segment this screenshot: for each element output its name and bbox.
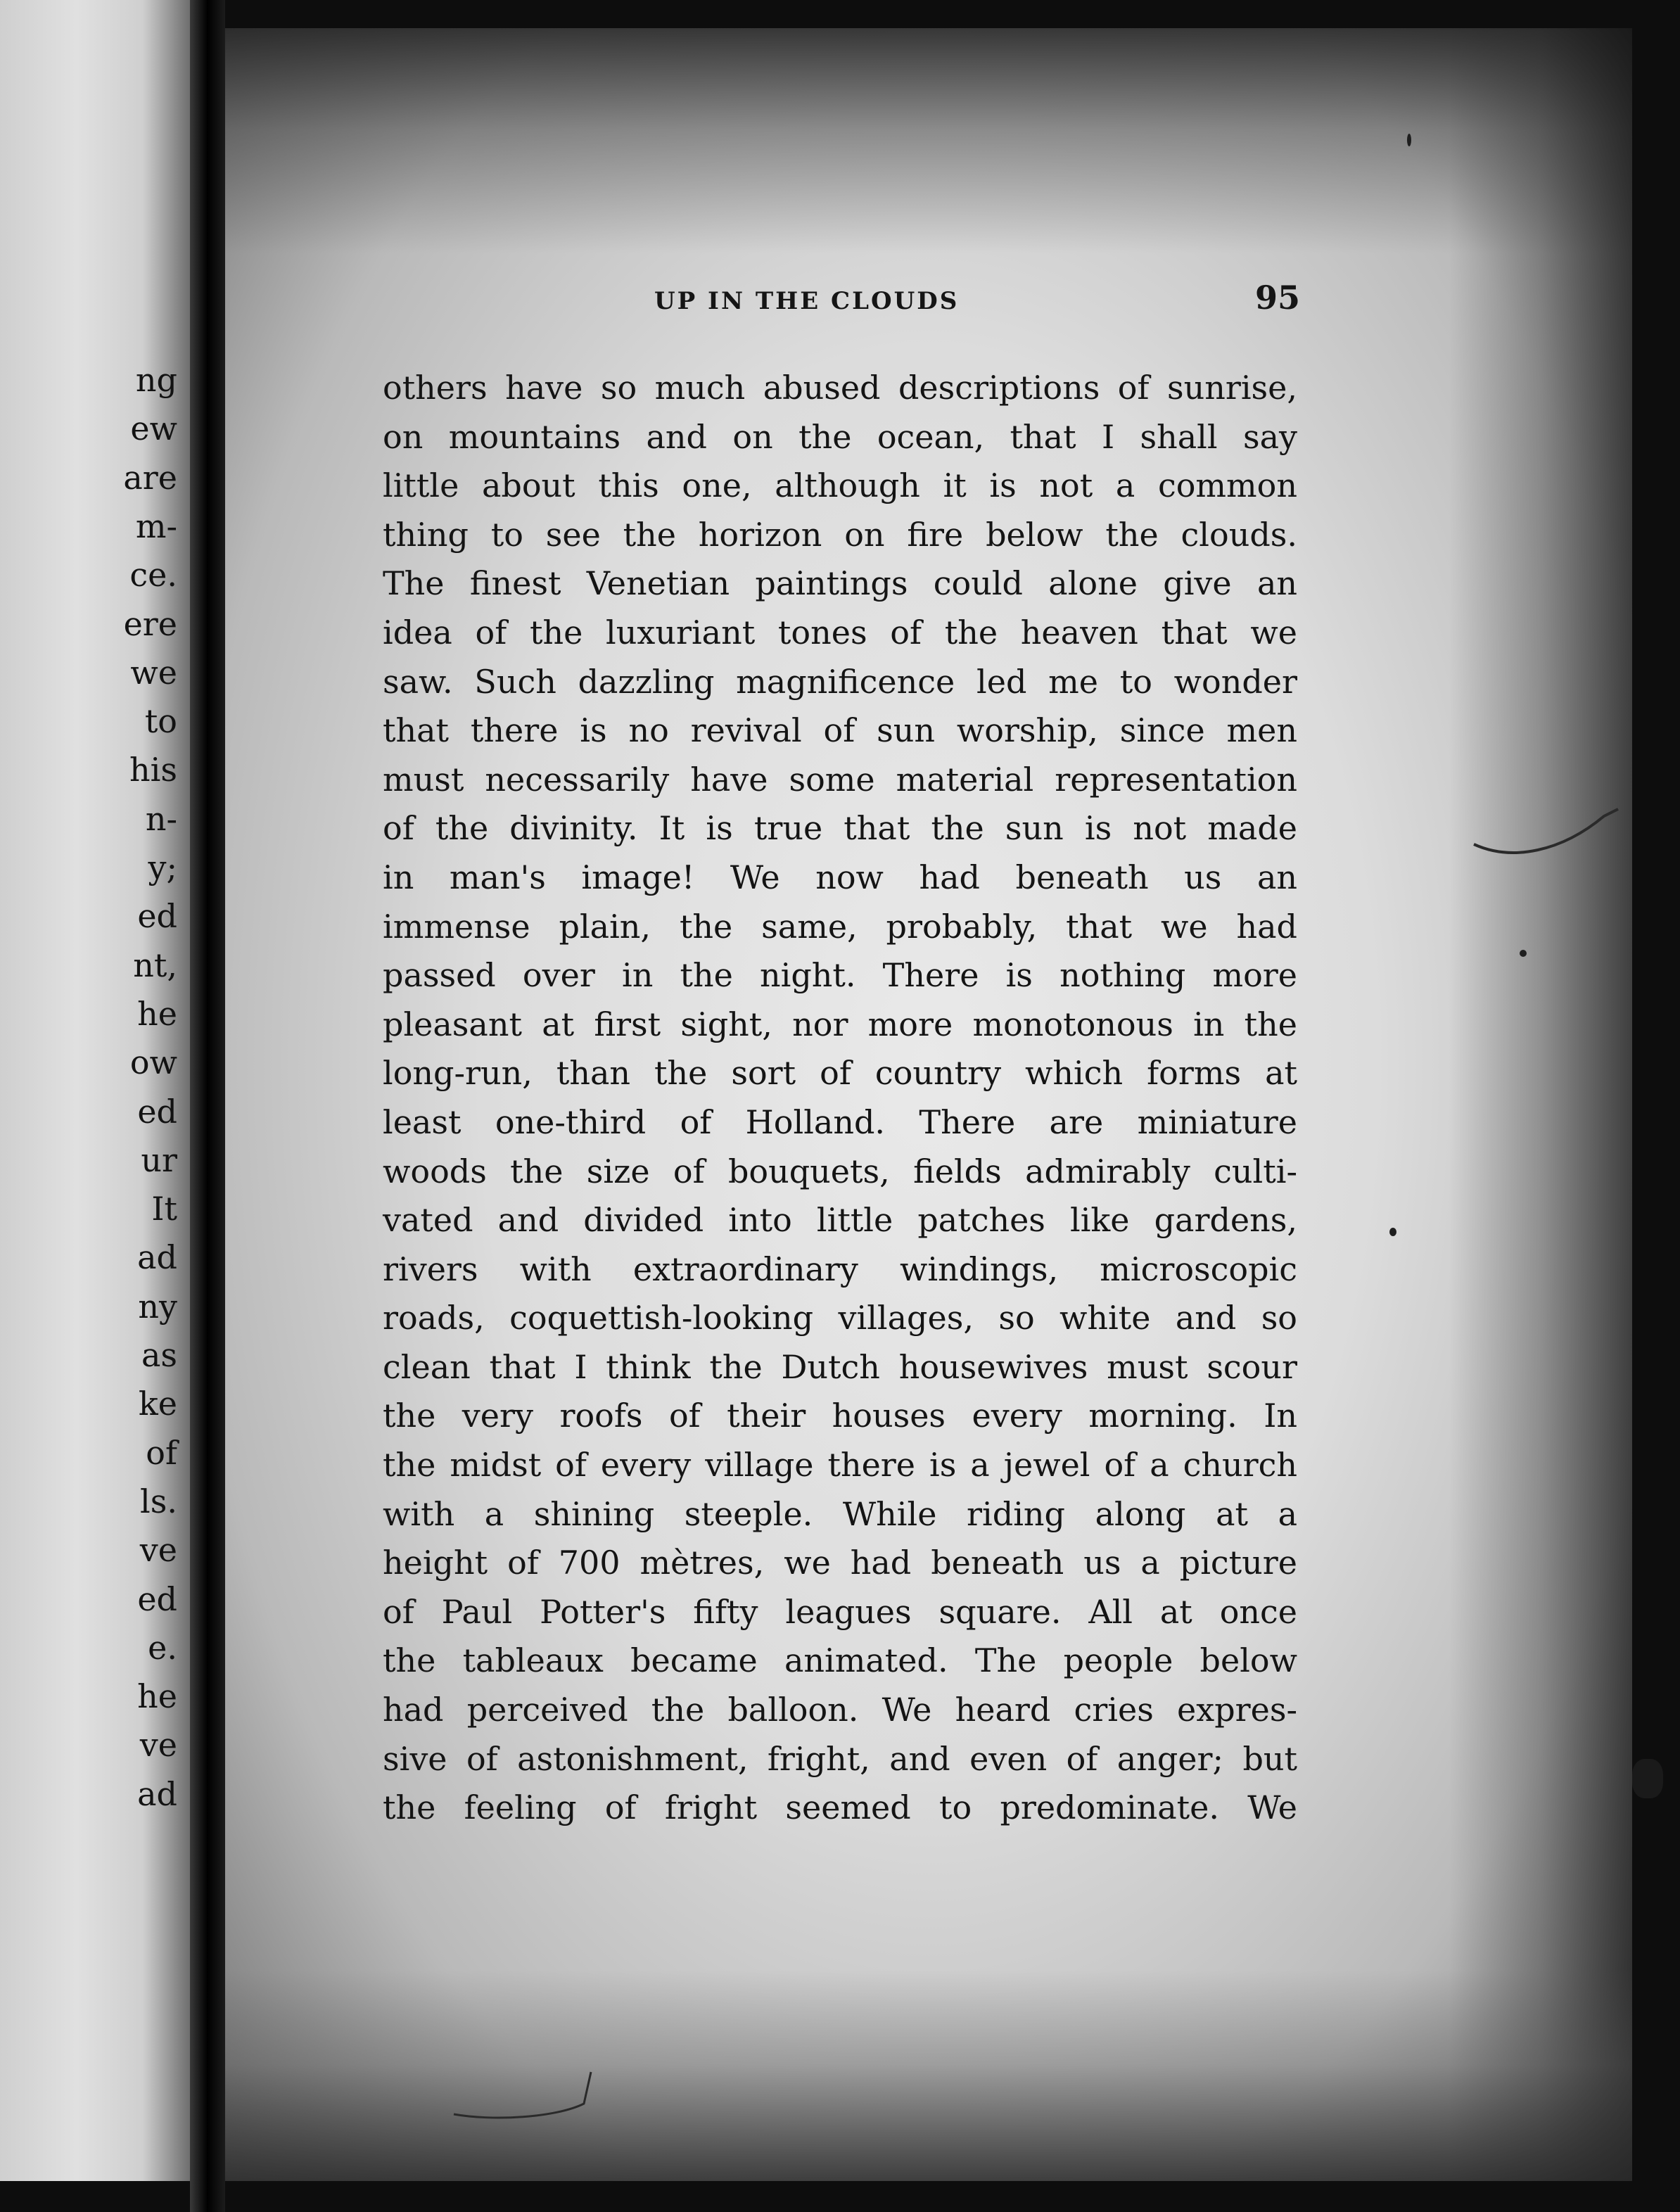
- facing-page-line-end: ere: [123, 604, 177, 643]
- page-shadow-right: [1449, 28, 1632, 2181]
- facing-page-line-end: as: [141, 1336, 177, 1374]
- text-line: The finest Venetian paintings could alone give an: [383, 564, 1297, 603]
- facing-page-line-end: ad: [137, 1774, 177, 1813]
- scan-speck: [1520, 950, 1527, 957]
- pencil-stroke-icon: [450, 2068, 605, 2132]
- text-line: had perceived the balloon. We heard cries expres-: [383, 1691, 1297, 1729]
- text-line: thing to see the horizon on fire below the clouds.: [383, 515, 1297, 554]
- facing-page-line-end: of: [146, 1433, 177, 1472]
- facing-page-line-end: to: [144, 702, 177, 741]
- page-shadow-top: [225, 28, 1632, 253]
- text-line: passed over in the night. There is nothing more: [383, 956, 1297, 995]
- facing-page-line-end: ew: [130, 409, 177, 448]
- facing-page-line-end: he: [137, 994, 177, 1033]
- text-line: woods the size of bouquets, fields admirably culti-: [383, 1152, 1297, 1190]
- text-line: the very roofs of their houses every morning. In: [383, 1397, 1297, 1435]
- body-text: [383, 364, 1297, 1833]
- facing-page-line-end: ad: [137, 1238, 177, 1277]
- text-line: of Paul Potter's fifty leagues square. All at once: [383, 1592, 1297, 1631]
- facing-page-line-end: ls.: [140, 1482, 177, 1520]
- text-line: the midst of every village there is a jewel of a church: [383, 1446, 1297, 1485]
- facing-page-line-end: ed: [137, 1092, 177, 1131]
- text-line: height of 700 mètres, we had beneath us a picture: [383, 1544, 1297, 1582]
- facing-page-line-end: It: [151, 1190, 177, 1228]
- text-line: saw. Such dazzling magnificence led me to wonder: [383, 662, 1297, 701]
- text-line: the tableaux became animated. The people below: [383, 1641, 1297, 1680]
- book-gutter: [190, 0, 225, 2212]
- facing-page-line-end: ve: [139, 1726, 177, 1765]
- text-line: the feeling of fright seemed to predominate. We: [383, 1788, 1297, 1827]
- page-shadow-bottom: [225, 1970, 1632, 2181]
- facing-page-line-end: ur: [141, 1140, 177, 1179]
- facing-page-line-end: ow: [129, 1043, 177, 1082]
- facing-page-line-end: ed: [137, 897, 177, 936]
- text-line: pleasant at first sight, nor more monotonous in the: [383, 1005, 1297, 1043]
- facing-page-line-end: e.: [148, 1628, 177, 1667]
- text-line: clean that I think the Dutch housewives must scour: [383, 1347, 1297, 1386]
- text-line: must necessarily have some material representation: [383, 760, 1297, 799]
- facing-page-line-end: nt,: [133, 946, 177, 984]
- facing-page-fragment: [0, 0, 190, 2181]
- text-line: idea of the luxuriant tones of the heaven that we: [383, 613, 1297, 651]
- page-number: 95: [1255, 279, 1301, 317]
- text-line: in man's image! We now had beneath us an: [383, 858, 1297, 896]
- facing-page-line-end: ke: [138, 1385, 177, 1423]
- text-line: roads, coquettish-looking villages, so white and so: [383, 1299, 1297, 1337]
- facing-page-line-end: y;: [148, 848, 177, 886]
- text-line: sive of astonishment, fright, and even of anger; but: [383, 1739, 1297, 1778]
- text-line: rivers with extraordinary windings, microscopic: [383, 1250, 1297, 1288]
- pencil-mark-icon: [1470, 795, 1625, 872]
- text-line: vated and divided into little patches like gardens,: [383, 1201, 1297, 1240]
- facing-page-line-end: his: [129, 751, 177, 789]
- text-line: of the divinity. It is true that the sun is not made: [383, 809, 1297, 848]
- facing-page-line-end: we: [130, 653, 177, 692]
- scan-speck: [1407, 134, 1411, 146]
- text-line: least one-third of Holland. There are miniature: [383, 1102, 1297, 1141]
- text-line: long-run, than the sort of country which forms at: [383, 1054, 1297, 1093]
- facing-page-line-end: ny: [138, 1287, 177, 1326]
- facing-page-line-end: n-: [145, 799, 177, 838]
- text-line: immense plain, the same, probably, that we had: [383, 907, 1297, 946]
- facing-page-line-end: m-: [135, 507, 177, 545]
- text-line: others have so much abused descriptions of sunrise,: [383, 369, 1297, 407]
- running-head: UP IN THE CLOUDS: [654, 287, 960, 315]
- facing-page-line-end: he: [137, 1677, 177, 1716]
- facing-page-line-end: ed: [137, 1579, 177, 1618]
- text-line: with a shining steeple. While riding along at a: [383, 1494, 1297, 1533]
- facing-page-line-end: ve: [139, 1531, 177, 1570]
- text-line: that there is no revival of sun worship, since men: [383, 711, 1297, 750]
- scan-speck: [1389, 1228, 1396, 1236]
- margin-blot: [1632, 1759, 1663, 1798]
- text-line: on mountains and on the ocean, that I shall say: [383, 417, 1297, 456]
- facing-page-line-end: are: [123, 458, 177, 497]
- text-line: little about this one, although it is not a common: [383, 466, 1297, 505]
- facing-page-line-end: ce.: [129, 556, 177, 595]
- facing-page-line-end: ng: [135, 361, 177, 399]
